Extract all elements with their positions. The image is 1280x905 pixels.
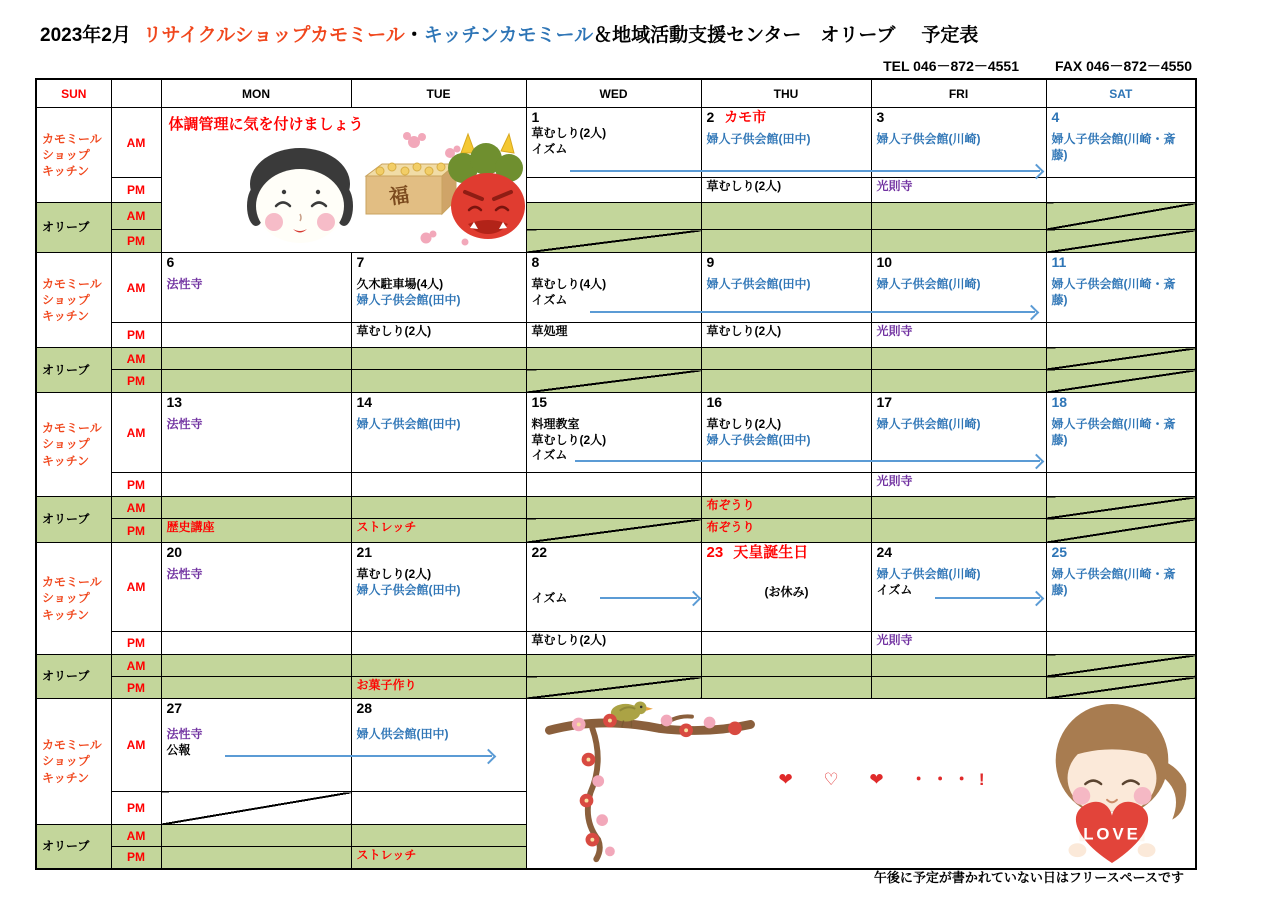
olive-pm-cell [701,230,871,253]
day-cell-13 [161,393,351,473]
date-number: 10 [876,254,893,270]
title-shop-name: リサイクルショップカモミール [142,25,405,46]
event-text: 草むしり(2人) [356,567,432,581]
olive-am-cell [351,497,526,519]
event-text: 婦人子供会館(川崎・斎藤) [1051,277,1176,307]
pm-label: PM [111,473,161,497]
olive-pm-cell [871,370,1046,393]
date-number: 28 [356,700,373,716]
event-text: イズム [531,292,568,307]
event-text: ストレッチ [356,520,417,534]
olive-pm-cell [526,230,701,253]
event-text: 草むしり(2人) [531,633,607,647]
event-text: イズム [531,591,568,605]
schedule-arrow [600,597,697,599]
olive-am-cell [871,203,1046,230]
date-number: 14 [356,394,373,410]
group-label-kamomile: カモミール ショップ キッチン [36,253,111,348]
setsubun-merged-cell [161,108,526,253]
group-label-olive: オリーブ [36,348,111,393]
contact-line [883,56,1192,76]
date-number: 4 [1051,109,1060,125]
day-header-spacer [111,79,161,108]
olive-am-label: AM [111,203,161,230]
event-text: 婦人子供会館(田中) [356,582,461,597]
day-cell-22 [526,543,701,632]
olive-pm-label: PM [111,230,161,253]
day-pm-cell [351,473,526,497]
title-schedule-suffix: 予定表 [921,25,979,46]
event-text: 婦人供会館(田中) [356,727,449,741]
olive-am-cell [161,825,351,847]
date-number: 9 [706,254,715,270]
group-label-kamomile: カモミール ショップ キッチン [36,393,111,497]
am-label: AM [111,543,161,632]
group-label-olive: オリーブ [36,497,111,543]
group-label-kamomile: カモミール ショップ キッチン [36,108,111,203]
event-text: イズム [531,141,568,156]
page-title [40,20,978,47]
olive-am-cell [161,655,351,677]
date-number: 25 [1051,544,1068,560]
olive-pm-cell [871,230,1046,253]
olive-am-cell [701,497,871,519]
event-text: 久木駐車場(4人) [356,277,444,291]
footer-note: 午後に予定が書かれていない日はフリースペースです [873,870,1184,885]
am-label: AM [111,699,161,792]
olive-am-cell [871,655,1046,677]
title-year-month: 2023年2月 [40,25,131,46]
olive-pm-cell [1046,370,1196,393]
date-number: 8 [531,254,540,270]
olive-am-cell [1046,497,1196,519]
day-pm-cell [351,632,526,655]
olive-am-cell [1046,348,1196,370]
olive-pm-cell [1046,677,1196,699]
event-text: 婦人子供会館(川崎・斎藤) [1051,567,1176,597]
olive-am-cell [1046,203,1196,230]
tel-number: TEL 046－872－4551 [883,58,1020,74]
olive-pm-label: PM [111,519,161,543]
date-number: 21 [356,544,373,560]
olive-am-label: AM [111,655,161,677]
olive-pm-cell [161,677,351,699]
date-number: 7 [356,254,365,270]
olive-pm-cell [351,847,526,869]
event-text: 草むしり(2人) [531,126,607,140]
day-pm-cell [526,178,701,203]
event-text: 料理教室 [531,417,580,431]
event-text: 光則寺 [876,474,913,488]
day-header-tue: TUE [351,79,526,108]
event-text: 婦人子供会館(川崎) [876,277,981,291]
olive-pm-label: PM [111,677,161,699]
olive-am-cell [526,497,701,519]
olive-am-cell [526,655,701,677]
olive-am-cell [701,348,871,370]
day-cell-4 [1046,108,1196,178]
event-text: 公報 [166,742,191,757]
day-header-thu: THU [701,79,871,108]
fax-number: FAX 046－872－4550 [1055,58,1192,74]
event-text: 法性寺 [166,727,203,741]
day-cell-25 [1046,543,1196,632]
day-header-sun: SUN [36,79,111,108]
olive-pm-cell [871,519,1046,543]
olive-pm-cell [161,847,351,869]
day-cell-21 [351,543,526,632]
svg-text:LOVE: LOVE [1083,823,1141,843]
day-pm-cell [351,792,526,825]
olive-pm-cell [526,519,701,543]
day-pm-cell [526,473,701,497]
event-text: 光則寺 [876,633,913,647]
date-number: 6 [166,254,175,270]
olive-pm-cell [1046,230,1196,253]
event-text: 草むしり(2人) [706,417,782,431]
event-text: 婦人子供会館(田中) [706,132,811,146]
hearts-decoration: ❤ ♡ ❤ ･･･! [778,770,998,789]
olive-pm-cell [701,519,871,543]
event-text: 草むしり(2人) [531,432,607,447]
olive-am-cell [526,348,701,370]
day-pm-cell [871,178,1046,203]
date-number: 15 [531,394,548,410]
am-label: AM [111,393,161,473]
olive-pm-cell [351,677,526,699]
calendar-table-wrap [35,78,1195,866]
day-cell-7 [351,253,526,323]
event-text: 法性寺 [166,417,203,431]
day-pm-cell [1046,323,1196,348]
date-number: 18 [1051,394,1068,410]
day-header-wed: WED [526,79,701,108]
date-number: 13 [166,394,183,410]
date-number: 17 [876,394,893,410]
olive-am-cell [701,203,871,230]
olive-am-cell [526,203,701,230]
event-text: 光則寺 [876,179,913,193]
olive-am-cell [871,497,1046,519]
olive-pm-label: PM [111,370,161,393]
day-pm-cell [161,473,351,497]
group-label-olive: オリーブ [36,655,111,699]
date-suffix: カモ市 [724,109,767,125]
olive-am-cell [351,825,526,847]
olive-am-cell [161,497,351,519]
day-cell-23 [701,543,871,632]
olive-pm-cell [871,677,1046,699]
date-number: 11 [1051,254,1067,270]
event-text: 婦人子供会館(川崎・斎藤) [1051,132,1176,162]
olive-am-cell [871,348,1046,370]
date-number: 23 天皇誕生日 [706,544,809,561]
schedule-table [35,78,1197,870]
schedule-arrow [590,311,1035,313]
day-cell-20 [161,543,351,632]
day-pm-cell [1046,473,1196,497]
day-header-sat: SAT [1046,79,1196,108]
event-text: イズム [876,582,913,597]
olive-pm-cell [351,519,526,543]
pm-label: PM [111,323,161,348]
day-cell-27 [161,699,351,792]
event-text: 婦人子供会館(田中) [706,277,811,291]
event-text: 草むしり(2人) [706,324,782,338]
event-text: 婦人子供会館(田中) [356,292,461,307]
event-text: 婦人子供会館(田中) [706,432,811,447]
day-pm-cell [871,473,1046,497]
group-label-kamomile: カモミール ショップ キッチン [36,699,111,825]
event-text: 草むしり(2人) [356,324,432,338]
day-pm-cell [161,792,351,825]
event-text: 歴史講座 [166,520,215,534]
day-cell-1 [526,108,701,178]
olive-am-label: AM [111,348,161,370]
day-pm-cell [351,323,526,348]
schedule-arrow [570,170,1040,172]
schedule-arrow [575,460,1040,462]
day-header-mon: MON [161,79,351,108]
olive-am-label: AM [111,825,161,847]
event-text: 布ぞうり [706,520,755,534]
event-text: お菓子作り [356,678,417,692]
am-label: AM [111,253,161,323]
day-pm-cell [701,178,871,203]
olive-pm-cell [526,677,701,699]
title-kitchen-name: キッチンカモミール [423,25,594,46]
title-separator-dot: ・ [404,25,424,46]
am-label: AM [111,108,161,178]
event-text: 草むしり(4人) [531,277,607,291]
day-cell-6 [161,253,351,323]
event-text: 婦人子供会館(川崎) [876,132,981,146]
day-pm-cell [526,632,701,655]
day-pm-cell [161,632,351,655]
day-pm-cell [701,632,871,655]
day-cell-28 [351,699,526,792]
pm-label: PM [111,792,161,825]
date-number: 16 [706,394,723,410]
day-cell-2 [701,108,871,178]
olive-pm-cell [1046,519,1196,543]
plum-branch-illustration [539,701,759,867]
date-number: 2 カモ市 [706,109,767,125]
olive-pm-cell [351,370,526,393]
event-text: 光則寺 [876,324,913,338]
date-suffix: 天皇誕生日 [733,544,809,561]
date-number: 3 [876,109,885,125]
day-cell-3 [871,108,1046,178]
health-message: 体調管理に気を付けましょう [168,116,364,133]
schedule-arrow [225,755,492,757]
day-header-fri: FRI [871,79,1046,108]
event-text: 婦人子供会館(川崎・斎藤) [1051,417,1176,447]
spring-merged-cell [526,699,1196,869]
event-text: ストレッチ [356,848,417,862]
event-text: 法性寺 [166,277,203,291]
group-label-olive: オリーブ [36,203,111,253]
group-label-olive: オリーブ [36,825,111,869]
day-pm-cell [871,632,1046,655]
day-pm-cell [701,473,871,497]
olive-pm-cell [701,677,871,699]
day-cell-24 [871,543,1046,632]
olive-pm-cell [701,370,871,393]
olive-am-label: AM [111,497,161,519]
olive-am-cell [1046,655,1196,677]
group-label-kamomile: カモミール ショップ キッチン [36,543,111,655]
pm-label: PM [111,632,161,655]
setsubun-illustration [218,126,527,248]
olive-pm-cell [161,370,351,393]
olive-pm-label: PM [111,847,161,869]
olive-pm-cell [161,519,351,543]
pm-label: PM [111,178,161,203]
date-number: 24 [876,544,893,560]
day-pm-cell [701,323,871,348]
olive-pm-cell [526,370,701,393]
event-text: 法性寺 [166,567,203,581]
day-pm-cell [526,323,701,348]
date-number: 27 [166,700,183,716]
event-text: (お休み) [764,585,809,599]
day-cell-18 [1046,393,1196,473]
day-pm-cell [1046,178,1196,203]
event-text: 婦人子供会館(川崎) [876,417,981,431]
event-text: 婦人子供会館(川崎) [876,567,981,581]
olive-am-cell [351,348,526,370]
event-text: 草処理 [531,324,568,338]
event-text: イズム [531,448,568,462]
date-number: 20 [166,544,183,560]
schedule-arrow [935,597,1040,599]
date-number: 22 [531,544,548,560]
day-cell-14 [351,393,526,473]
day-cell-11 [1046,253,1196,323]
love-girl-illustration [1037,703,1187,866]
title-center-name: ＆地域活動支援センター オリーブ [593,25,896,46]
olive-am-cell [351,655,526,677]
day-pm-cell [1046,632,1196,655]
event-text: 草むしり(2人) [706,179,782,193]
olive-am-cell [701,655,871,677]
svg-text:福: 福 [387,184,411,209]
olive-am-cell [161,348,351,370]
day-pm-cell [871,323,1046,348]
day-pm-cell [161,323,351,348]
event-text: 布ぞうり [706,498,755,512]
event-text: 婦人子供会館(田中) [356,417,461,431]
date-number: 1 [531,109,540,125]
